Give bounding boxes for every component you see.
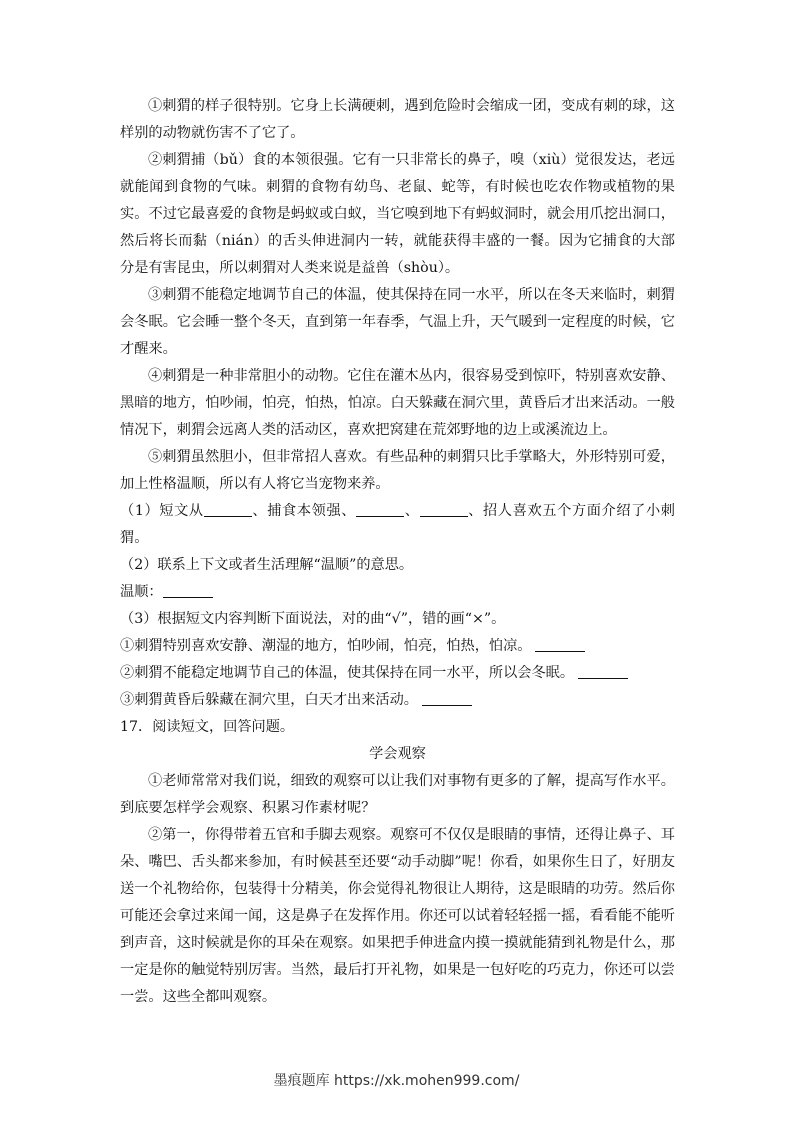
question-3-item-2 [120, 660, 675, 687]
passage1-paragraph-5: ⑤刺猬虽然胆小，但非常招人喜欢。有些品种的刺猬只比手掌略大，外形特别可爱，加上性格温顺，所以有人将它当宠物来养。 [120, 449, 675, 492]
document-page [120, 93, 675, 1011]
question-2-answer-line [120, 579, 675, 606]
question-1 [120, 498, 675, 552]
answer-blank-3[interactable] [420, 502, 468, 517]
question-1-text-a: （1）短文从 [120, 503, 204, 519]
question-2-label: 温顺： [120, 584, 163, 600]
question-3-item-3-text: ③刺猬黄昏后躲藏在洞穴里，白天才出来活动。 [120, 692, 418, 708]
question-3-item-2-text: ②刺猬不能稳定地调节自己的体温，使其保持在同一水平，所以会冬眠。 [120, 665, 575, 681]
question-1-text-b: 、捕食本领强、 [251, 503, 357, 519]
passage1-paragraph-1: ①刺猬的样子很特别。它身上长满硬刺，遇到危险时会缩成一团，变成有刺的球，这样别的动物就伤害不了它了。 [120, 98, 675, 141]
question-3: （3）根据短文内容判断下面说法，对的曲“√”，错的画“×”。 [120, 611, 506, 627]
passage1-paragraph-4: ④刺猬是一种非常胆小的动物。它住在灌木丛内，很容易受到惊吓，特别喜欢安静、黑暗的地方，怕吵闹，怕亮，怕热，怕凉。白天躲藏在洞穴里，黄昏后才出来活动。一般情况下，刺猬会远离人类的活动区，喜欢把窝建在荒郊野地的边上或溪流边上。 [120, 368, 675, 438]
passage1-paragraph-2: ②刺猬捕（bǔ）食的本领很强。它有一只非常长的鼻子，嗅（xiù）觉很发达，老远就能闻到食物的气味。刺猬的食物有幼鸟、老鼠、蛇等，有时候也吃农作物或植物的果实。不过它最喜爱的食物是蚂蚁或白蚁，当它嗅到地下有蚂蚁洞时，就会用爪挖出洞口，然后将长而黏（nián）的舌头伸进洞内一转，就能获得丰盛的一餐。因为它捕食的大部分是有害昆虫，所以刺猬对人类来说是益兽（shòu）。 [120, 152, 675, 276]
passage2-title: 学会观察 [369, 746, 426, 762]
answer-blank-1[interactable] [204, 502, 252, 517]
answer-blank-warm[interactable] [163, 583, 213, 598]
question-3-item-1-text: ①刺猬特别喜欢安静、潮湿的地方，怕吵闹，怕亮，怕热，怕凉。 [120, 638, 532, 654]
question-1-text-c: 、 [404, 503, 420, 519]
question-1-text-d: 、招人喜欢五个方面介绍了小刺猬。 [120, 503, 675, 546]
footer-watermark: 墨痕题库 https://xk.mohen999.com/ [273, 1073, 520, 1089]
passage2-paragraph-2: ②第一，你得带着五官和手脚去观察。观察可不仅仅是眼睛的事情，还得让鼻子、耳朵、嘴巴、舌头都来参加，有时候甚至还要“动手动脚”呢！你看，如果你生日了，好朋友送一个礼物给你，包装得十分精美，你会觉得礼物很让人期待，这是眼睛的功劳。然后你可能还会拿过来闻一闻，这是鼻子在发挥作用。你还可以试着轻轻摇一摇，看看能不能听到声音，这时候就是你的耳朵在观察。如果把手伸进盒内摸一摸就能猜到礼物是什么，那一定是你的触觉特别厉害。当然，最后打开礼物，如果是一包好吃的巧克力，你还可以尝一尝。这些全都叫观察。 [120, 827, 675, 1005]
answer-blank-2[interactable] [356, 502, 404, 517]
question-3-item-3 [120, 687, 675, 714]
question-3-item-1 [120, 633, 675, 660]
question-2: （2）联系上下文或者生活理解“温顺”的意思。 [120, 557, 414, 573]
question-17-heading: 17．阅读短文，回答问题。 [120, 719, 295, 735]
passage1-paragraph-3: ③刺猬不能稳定地调节自己的体温，使其保持在同一水平，所以在冬天来临时，刺猬会冬眠。它会睡一整个冬天，直到第一年春季，气温上升，天气暖到一定程度的时候，它才醒来。 [120, 287, 675, 357]
answer-blank-judge-3[interactable] [422, 691, 472, 706]
passage2-paragraph-1: ①老师常常对我们说，细致的观察可以让我们对事物有更多的了解，提高写作水平。到底要怎样学会观察、积累习作素材呢？ [120, 773, 675, 816]
answer-blank-judge-1[interactable] [535, 637, 585, 652]
answer-blank-judge-2[interactable] [578, 664, 628, 679]
